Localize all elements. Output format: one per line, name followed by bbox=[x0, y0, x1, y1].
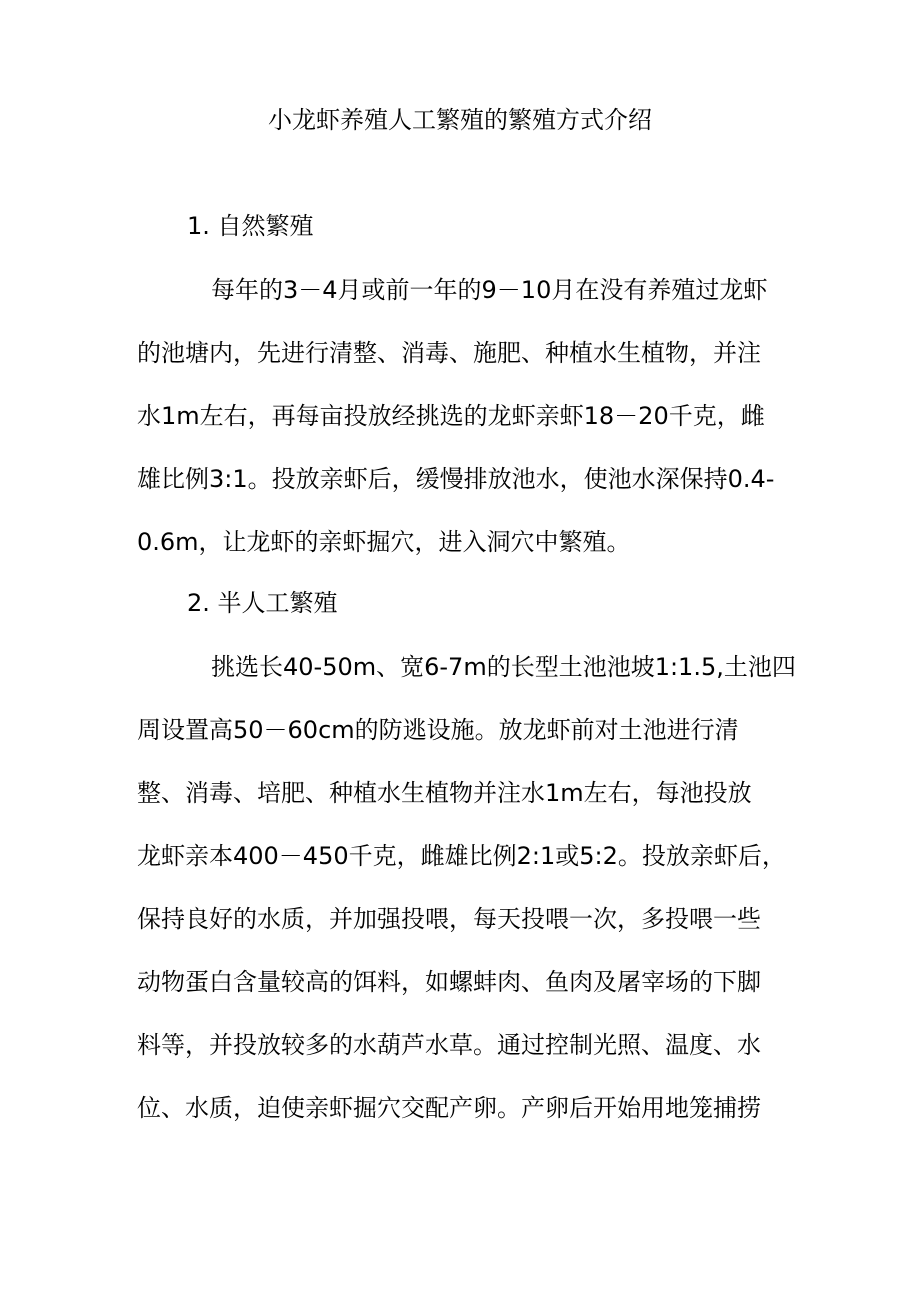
paragraph-line: 的池塘内，先进行清整、消毒、施肥、种植水生植物，并注 bbox=[137, 339, 761, 367]
document-title: 小龙虾养殖人工繁殖的繁殖方式介绍 bbox=[268, 106, 652, 134]
paragraph-line: 位、水质，迫使亲虾掘穴交配产卵。产卵后开始用地笼捕捞 bbox=[137, 1094, 761, 1122]
paragraph-line: 每年的3－4月或前一年的9－10月在没有养殖过龙虾 bbox=[211, 276, 768, 304]
paragraph-line: 龙虾亲本400－450千克，雌雄比例2:1或5:2。投放亲虾后， bbox=[137, 842, 786, 870]
paragraph-line: 0.6m，让龙虾的亲虾掘穴，进入洞穴中繁殖。 bbox=[137, 528, 631, 556]
paragraph-line: 动物蛋白含量较高的饵料，如螺蚌肉、鱼肉及屠宰场的下脚 bbox=[137, 968, 761, 996]
section-heading-natural-breeding: 1. 自然繁殖 bbox=[187, 212, 314, 240]
paragraph-line: 水1m左右，再每亩投放经挑选的龙虾亲虾18－20千克，雌 bbox=[137, 402, 765, 430]
paragraph-line: 料等，并投放较多的水葫芦水草。通过控制光照、温度、水 bbox=[137, 1031, 761, 1059]
paragraph-line: 周设置高50－60cm的防逃设施。放龙虾前对土池进行清 bbox=[137, 716, 739, 744]
paragraph-line: 挑选长40-50m、宽6-7m的长型土池池坡1:1.5,土池四 bbox=[211, 653, 796, 681]
paragraph-line: 雄比例3:1。投放亲虾后，缓慢排放池水，使池水深保持0.4- bbox=[137, 465, 775, 493]
section-heading-semi-artificial-breeding: 2. 半人工繁殖 bbox=[187, 589, 338, 617]
paragraph-line: 整、消毒、培肥、种植水生植物并注水1m左右，每池投放 bbox=[137, 779, 752, 807]
paragraph-line: 保持良好的水质，并加强投喂，每天投喂一次，多投喂一些 bbox=[137, 905, 761, 933]
